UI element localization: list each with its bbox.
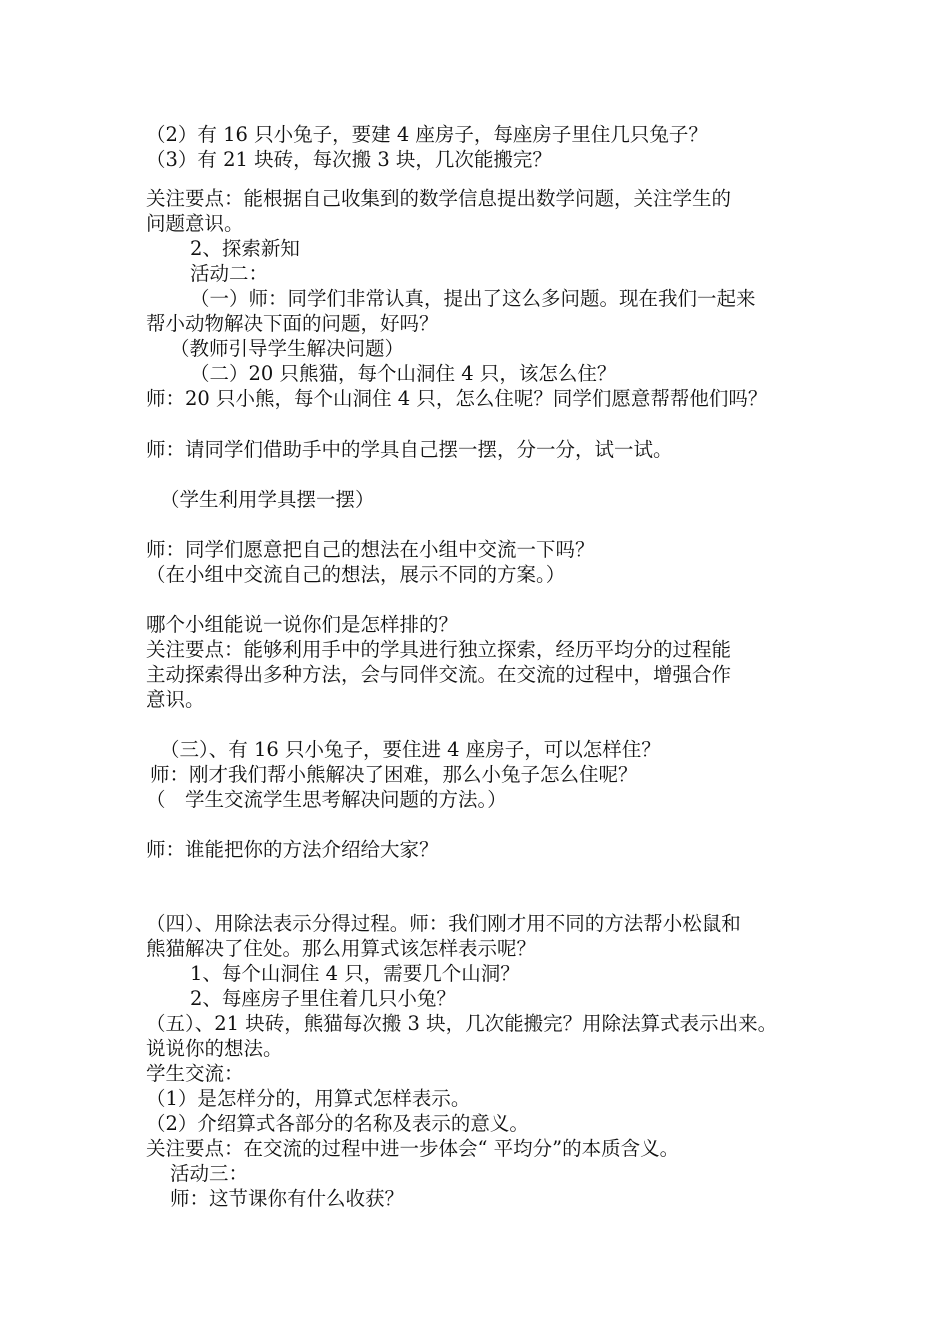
text-line: （一）师：同学们非常认真，提出了这么多问题。现在我们一起来 [190, 287, 756, 310]
text-line: 关注要点：在交流的过程中进一步体会“ 平均分”的本质含义。 [146, 1137, 680, 1160]
list-item: 1、每个山洞住 4 只，需要几个山洞？ [190, 962, 520, 985]
text-line: 主动探索得出多种方法，会与同伴交流。在交流的过程中，增强合作 [146, 663, 732, 686]
activity-heading: 活动二： [190, 262, 269, 285]
text-line: 关注要点：能根据自己收集到的数学信息提出数学问题，关注学生的 [146, 187, 732, 210]
text-line: （1）是怎样分的，用算式怎样表示。 [146, 1087, 471, 1110]
text-line: 意识。 [146, 688, 205, 711]
text-line: （教师引导学生解决问题） [170, 337, 405, 360]
text-line: 师：谁能把你的方法介绍给大家？ [146, 838, 439, 861]
text-line: （2）介绍算式各部分的名称及表示的意义。 [146, 1112, 529, 1135]
text-line: 学生交流： [146, 1062, 244, 1085]
activity-heading: 活动三： [170, 1162, 249, 1185]
text-line: （3）有 21 块砖，每次搬 3 块，几次能搬完？ [146, 148, 552, 171]
text-line: （学生利用学具摆一摆） [160, 488, 375, 511]
text-line: 哪个小组能说一说你们是怎样排的？ [146, 613, 459, 636]
text-line: 帮小动物解决下面的问题，好吗？ [146, 312, 439, 335]
text-line: （四）、用除法表示分得过程。师：我们刚才用不同的方法帮小松鼠和 [146, 912, 741, 935]
text-line: 说说你的想法。 [146, 1037, 283, 1060]
text-line: （在小组中交流自己的想法，展示不同的方案。） [146, 563, 566, 586]
text-line: （三）、有 16 只小兔子，要住进 4 座房子，可以怎样住？ [160, 738, 661, 761]
text-line: 师：请同学们借助手中的学具自己摆一摆，分一分，试一试。 [146, 438, 673, 461]
text-line: （ 学生交流学生思考解决问题的方法。） [146, 788, 507, 811]
text-line: （五）、21 块砖，熊猫每次搬 3 块，几次能搬完？用除法算式表示出来。 [146, 1012, 778, 1035]
text-line: 关注要点：能够利用手中的学具进行独立探索，经历平均分的过程能 [146, 638, 732, 661]
section-heading: 2、探索新知 [190, 237, 300, 260]
text-line: 师：这节课你有什么收获？ [170, 1187, 405, 1210]
text-line: 问题意识。 [146, 212, 244, 235]
text-line: 师：同学们愿意把自己的想法在小组中交流一下吗？ [146, 538, 595, 561]
text-line: 师：刚才我们帮小熊解决了困难，那么小兔子怎么住呢？ [150, 763, 638, 786]
text-line: 熊猫解决了住处。那么用算式该怎样表示呢？ [146, 937, 537, 960]
list-item: 2、每座房子里住着几只小兔？ [190, 987, 456, 1010]
text-line: （二）20 只熊猫，每个山洞住 4 只，该怎么住？ [190, 362, 617, 385]
text-line: （2）有 16 只小兔子，要建 4 座房子，每座房子里住几只兔子？ [146, 123, 708, 146]
text-line: 师：20 只小熊，每个山洞住 4 只，怎么住呢？同学们愿意帮帮他们吗？ [146, 387, 768, 410]
